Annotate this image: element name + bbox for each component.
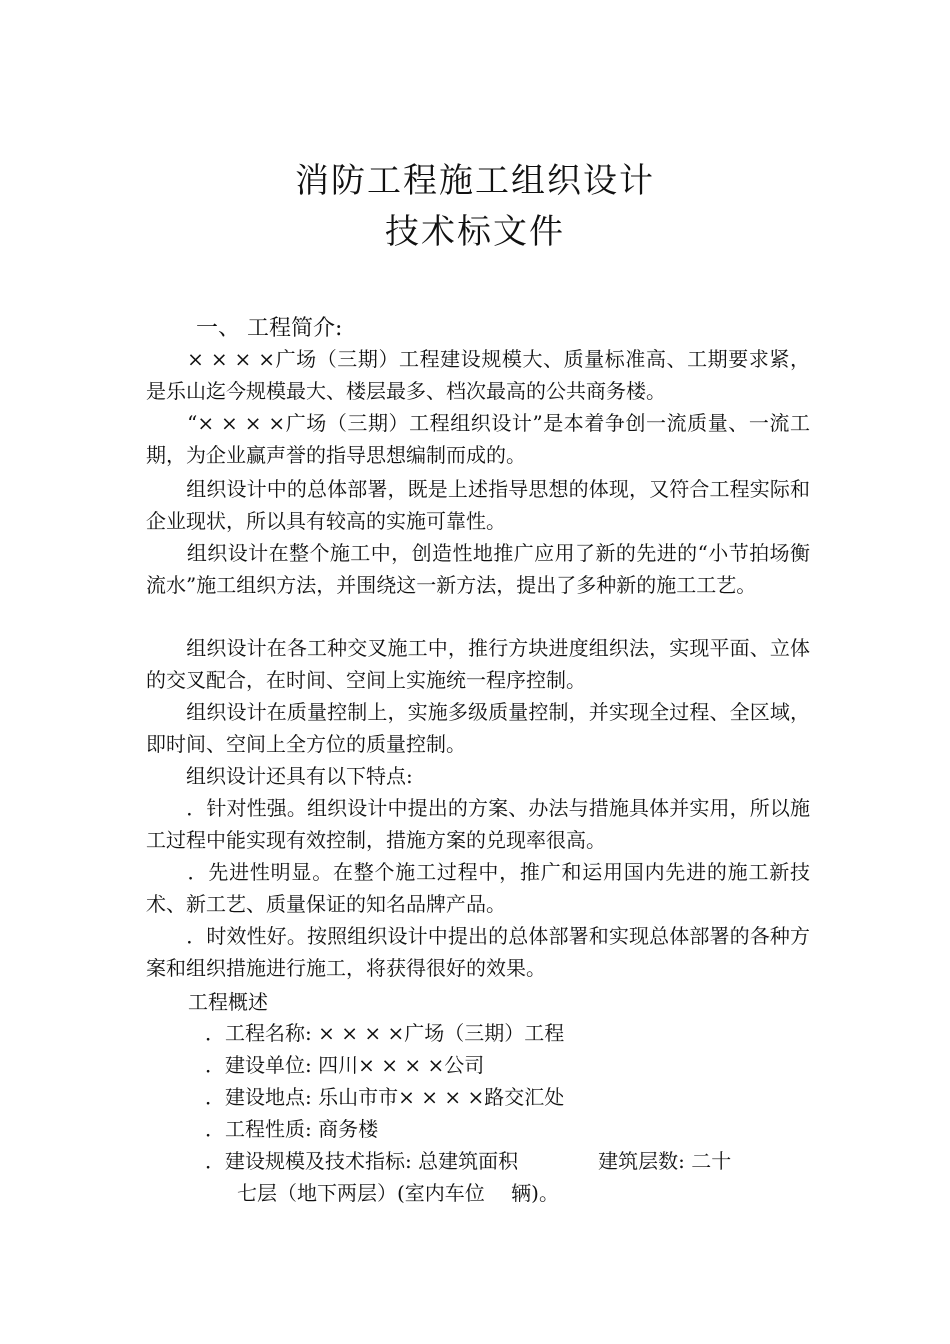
document-title-line2: 技术标文件	[385, 212, 565, 252]
paragraph: 组织设计在整个施工中，创造性地推广应用了新的先进的“小节拍场衡流水”施工组织方法，并围绕这一新方法，提出了多种新的施工工艺。	[146, 541, 810, 597]
section-heading-project-intro: 一、 工程简介:	[196, 316, 343, 341]
overview-item-builder: ．建设单位: 四川× × × ×公司	[205, 1053, 485, 1077]
paragraph: ．时效性好。按照组织设计中提出的总体部署和实现总体部署的各种方案和组织措施进行施工，将获得很好的效果。	[146, 924, 810, 980]
document-title-line1: 消防工程施工组织设计	[295, 161, 655, 201]
paragraph: × × × ×广场（三期）工程建设规模大、质量标准高、工期要求紧，是乐山迄今规模最大、楼层最多、档次最高的公共商务楼。	[146, 347, 810, 403]
paragraph: 组织设计在质量控制上，实施多级质量控制，并实现全过程、全区域，即时间、空间上全方位的质量控制。	[146, 700, 810, 756]
paragraph: 组织设计在各工种交叉施工中，推行方块进度组织法，实现平面、立体的交叉配合，在时间、空间上实施统一程序控制。	[146, 636, 810, 692]
paragraph: ．针对性强。组织设计中提出的方案、办法与措施具体并实用，所以施工过程中能实现有效控制，措施方案的兑现率很高。	[146, 796, 810, 852]
paragraph: ．先进性明显。在整个施工过程中，推广和运用国内先进的施工新技术、新工艺、质量保证的知名品牌产品。	[146, 860, 810, 916]
overview-item-scale-continuation: 七层（地下两层）(室内车位 辆)。	[237, 1181, 559, 1205]
paragraph: “× × × ×广场（三期）工程组织设计”是本着争创一流质量、一流工期，为企业赢声誉的指导思想编制而成的。	[146, 411, 810, 467]
overview-item-location: ．建设地点: 乐山市市× × × ×路交汇处	[205, 1085, 565, 1109]
paragraph: 组织设计中的总体部署，既是上述指导思想的体现，又符合工程实际和企业现状，所以具有较高的实施可靠性。	[146, 477, 810, 533]
overview-item-project-name: ．工程名称: × × × ×广场（三期）工程	[205, 1021, 565, 1045]
paragraph: 组织设计还具有以下特点:	[146, 764, 413, 788]
section-heading-overview: 工程概述	[188, 990, 268, 1014]
overview-item-nature: ．工程性质: 商务楼	[205, 1117, 379, 1141]
overview-item-scale: ．建设规模及技术指标: 总建筑面积 建筑层数: 二十	[205, 1149, 732, 1173]
